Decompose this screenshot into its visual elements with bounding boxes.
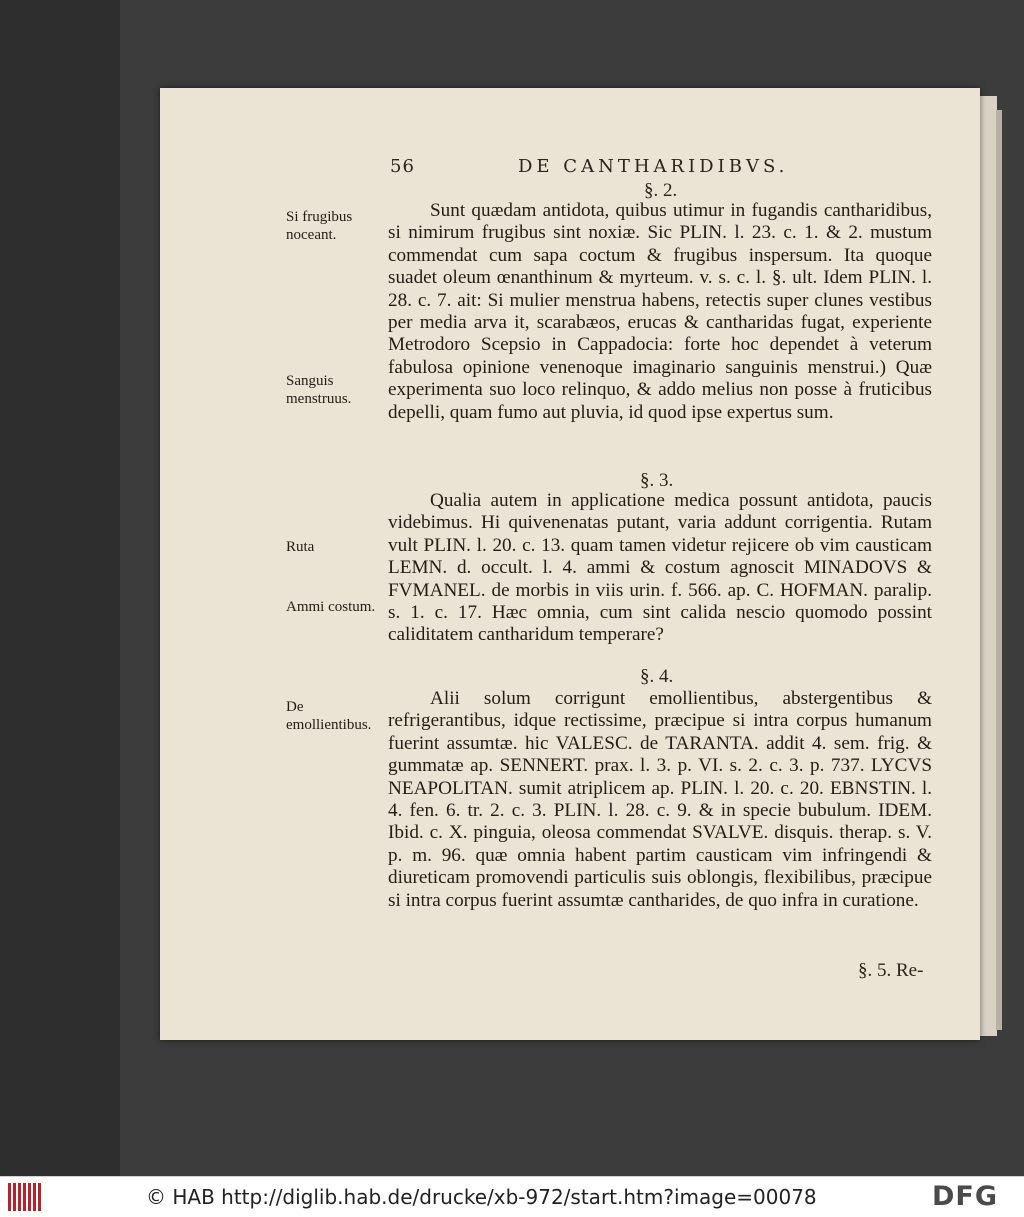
section-mark-4: §. 4. xyxy=(640,666,674,687)
section-3-text: Qualia autem in applicatione medica possunt antidota, paucis videbimus. Hi quivenenatas putant, varia addunt corrigentia. Rutam vult PLIN. l. 20. c. 13. quam tamen videtur rejicere ob vim causticam LEMN. d. occult. l. 4. ammi & costum agnoscit MINADOVS & FVMANEL. de morbis in viis urin. f. 566. ap. C. HOFMAN. paralip. s. 1. c. 17. Hæc omnia, cum sint calida nescio quomodo possint caliditatem cantharidum temperare? xyxy=(388,490,932,646)
citation-text[interactable]: © HAB http://diglib.hab.de/drucke/xb-972/start.htm?image=00078 xyxy=(146,1185,817,1209)
margin-note-emollientibus: De emollientibus. xyxy=(286,699,372,733)
page-edge-shadow xyxy=(996,110,1002,1030)
section-2-text: Sunt quædam antidota, quibus utimur in fugandis cantharidibus, si nimirum frugibus sint noxiæ. Sic PLIN. l. 23. c. 1. & 2. mustum commendat cum sapa coctum & frugibus inspersum. Ita quoque suadet oleum œnanthinum & myrteum. v. s. c. l. §. ult. Idem PLIN. l. 28. c. 7. ait: Si mulier menstrua habens, retectis super clunes vestibus per media arva it, scarabæos, erucas & cantharidas fugat, experiente Metrodoro Scepsio in Cappadocia: forte hoc dependet à veterum fabulosa opinione venenoque imaginario sanguinis menstrui.) Quæ experimenta suo loco relinquo, & addo melius non posse à fruticibus depelli, quam fumo aut pluvia, id quod ipse expertus sum. xyxy=(388,200,932,423)
running-title: DE CANTHARIDIBVS. xyxy=(518,156,789,177)
page-number: 56 xyxy=(390,156,415,177)
section-mark-3: §. 3. xyxy=(640,470,674,491)
section-mark-2: §. 2. xyxy=(644,180,678,201)
margin-note-sanguis: Sanguis menstruus. xyxy=(286,373,352,407)
margin-note-ruta: Ruta xyxy=(286,539,315,555)
hab-logo-icon xyxy=(8,1183,44,1211)
catchword: §. 5. Re- xyxy=(858,960,924,981)
margin-note-ammi: Ammi costum. xyxy=(286,599,376,615)
scan-background xyxy=(0,0,120,1176)
footer-bar xyxy=(0,1176,1024,1217)
section-4-text: Alii solum corrigunt emollientibus, abstergentibus & refrigerantibus, idque rectissime, præcipue si intra corpus humanum fuerint assumtæ. hic VALESC. de TARANTA. addit 4. sem. frig. & gummatæ ap. SENNERT. prax. l. 3. p. VI. s. 2. c. 3. p. 737. LYCVS NEAPOLITAN. sumit atriplicem ap. PLIN. l. 20. c. 20. EBNSTIN. l. 4. fen. 6. tr. 2. c. 3. PLIN. l. 28. c. 9. & in specie bubulum. IDEM. Ibid. c. X. pinguia, oleosa commendat SVALVE. disquis. therap. s. V. p. m. 96. quæ omnia habent partim causticam vim infringendi & diureticam promovendi particulis suis oblongis, flexibilibus, præcipue si intra corpus fuerint assumtæ cantharides, de quo infra in curatione. xyxy=(388,688,932,911)
margin-note-frugibus: Si frugibus noceant. xyxy=(286,209,353,243)
dfg-logo: DFG xyxy=(932,1181,999,1212)
